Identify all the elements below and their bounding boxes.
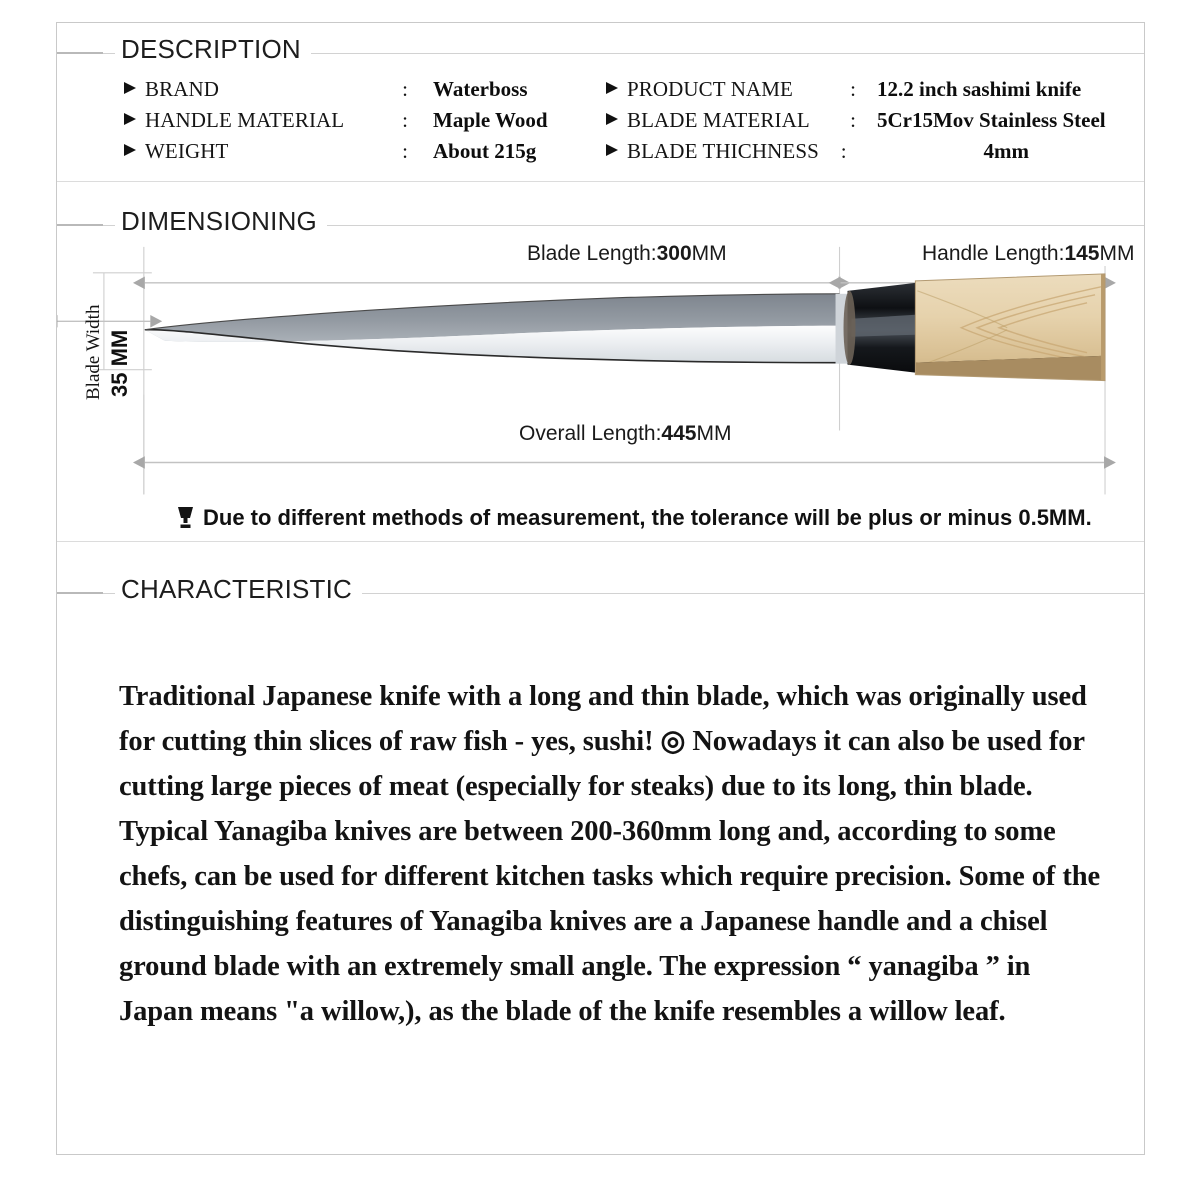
handle-length-value: 145 — [1064, 242, 1100, 265]
dimensioning-section — [57, 195, 1144, 553]
section-divider — [57, 541, 1144, 542]
blade-width-label: Blade Width — [83, 304, 104, 400]
triangle-bullet-icon — [123, 143, 145, 157]
overall-length-value: 445 — [661, 422, 697, 445]
spec-key: BLADE MATERIAL — [627, 108, 810, 132]
characteristic-section — [57, 553, 1144, 1154]
heading-lead-dash — [57, 52, 103, 54]
trophy-icon — [177, 506, 194, 530]
spec-row — [123, 108, 633, 139]
tolerance-note — [177, 505, 1092, 531]
overall-length-label — [512, 422, 738, 446]
spec-key: WEIGHT — [145, 139, 229, 163]
spec-colon: : — [402, 139, 408, 163]
spec-key: PRODUCT NAME — [627, 77, 793, 101]
spec-value: 5Cr15Mov Stainless Steel — [877, 108, 1106, 132]
characteristic-body-text: Traditional Japanese knife with a long and thin blade, which was originally used for cutting thin slices of raw fish - yes, sushi! ◎ Nowadays it can also be used for cutting large pieces of meat (especially for steaks) due to its long, thin blade. Typical Yanagiba knives are between 200-360mm long and, according to some chefs, can be used for different kitchen tasks which require precision. Some of the distinguishing features of Yanagiba knives are a Japanese handle and a chisel ground blade with an extremely small angle. The expression “ yanagiba ” in Japan means "a willow,), as the blade of the knife resembles a willow leaf. — [119, 680, 1101, 1027]
spec-colon: : — [850, 108, 856, 132]
blade-length-unit: MM — [691, 242, 727, 265]
overall-length-unit: MM — [696, 422, 732, 445]
heading-lead-dash — [57, 592, 103, 594]
characteristic-heading-label: CHARACTERISTIC — [115, 574, 362, 605]
spec-key: BLADE THICHNESS — [627, 139, 819, 163]
description-heading-label: DESCRIPTION — [115, 34, 311, 65]
spec-value: 12.2 inch sashimi knife — [877, 77, 1082, 101]
overall-length-caption: Overall Length: — [519, 422, 662, 445]
description-left-column — [123, 77, 633, 170]
description-right-column — [605, 77, 1145, 170]
handle-length-label — [915, 242, 1142, 266]
tolerance-note-text: Due to different methods of measurement, the tolerance will be plus or minus 0.5MM. — [203, 505, 1092, 530]
triangle-bullet-icon — [123, 112, 145, 126]
blade-length-value: 300 — [656, 242, 692, 265]
dimensioning-heading-label: DIMENSIONING — [115, 206, 327, 237]
handle-length-caption: Handle Length: — [922, 242, 1065, 265]
spec-row — [123, 77, 633, 108]
blade-length-caption: Blade Length: — [527, 242, 657, 265]
triangle-bullet-icon — [605, 143, 627, 157]
spec-row — [123, 139, 633, 170]
handle-length-unit: MM — [1099, 242, 1135, 265]
spec-value: Maple Wood — [433, 108, 548, 132]
spec-value: 4mm — [983, 139, 1030, 163]
section-divider — [57, 181, 1144, 182]
spec-value: Waterboss — [433, 77, 528, 101]
characteristic-heading-rule — [57, 574, 1144, 604]
spec-key: HANDLE MATERIAL — [145, 108, 345, 132]
spec-colon: : — [402, 77, 408, 101]
spec-row — [605, 139, 1145, 170]
spec-colon: : — [850, 77, 856, 101]
spec-row — [605, 77, 1145, 108]
triangle-bullet-icon — [605, 112, 627, 126]
blade-length-label — [520, 242, 734, 266]
blade-width-value: 35 MM — [107, 329, 132, 397]
description-heading-rule — [57, 34, 1144, 64]
spec-colon: : — [840, 139, 847, 163]
triangle-bullet-icon — [123, 81, 145, 95]
spec-row — [605, 108, 1145, 139]
spec-colon: : — [402, 108, 408, 132]
spec-sheet — [56, 22, 1145, 1155]
spec-value: About 215g — [433, 139, 537, 163]
triangle-bullet-icon — [605, 81, 627, 95]
description-section — [57, 23, 1144, 193]
spec-key: BRAND — [145, 77, 220, 101]
